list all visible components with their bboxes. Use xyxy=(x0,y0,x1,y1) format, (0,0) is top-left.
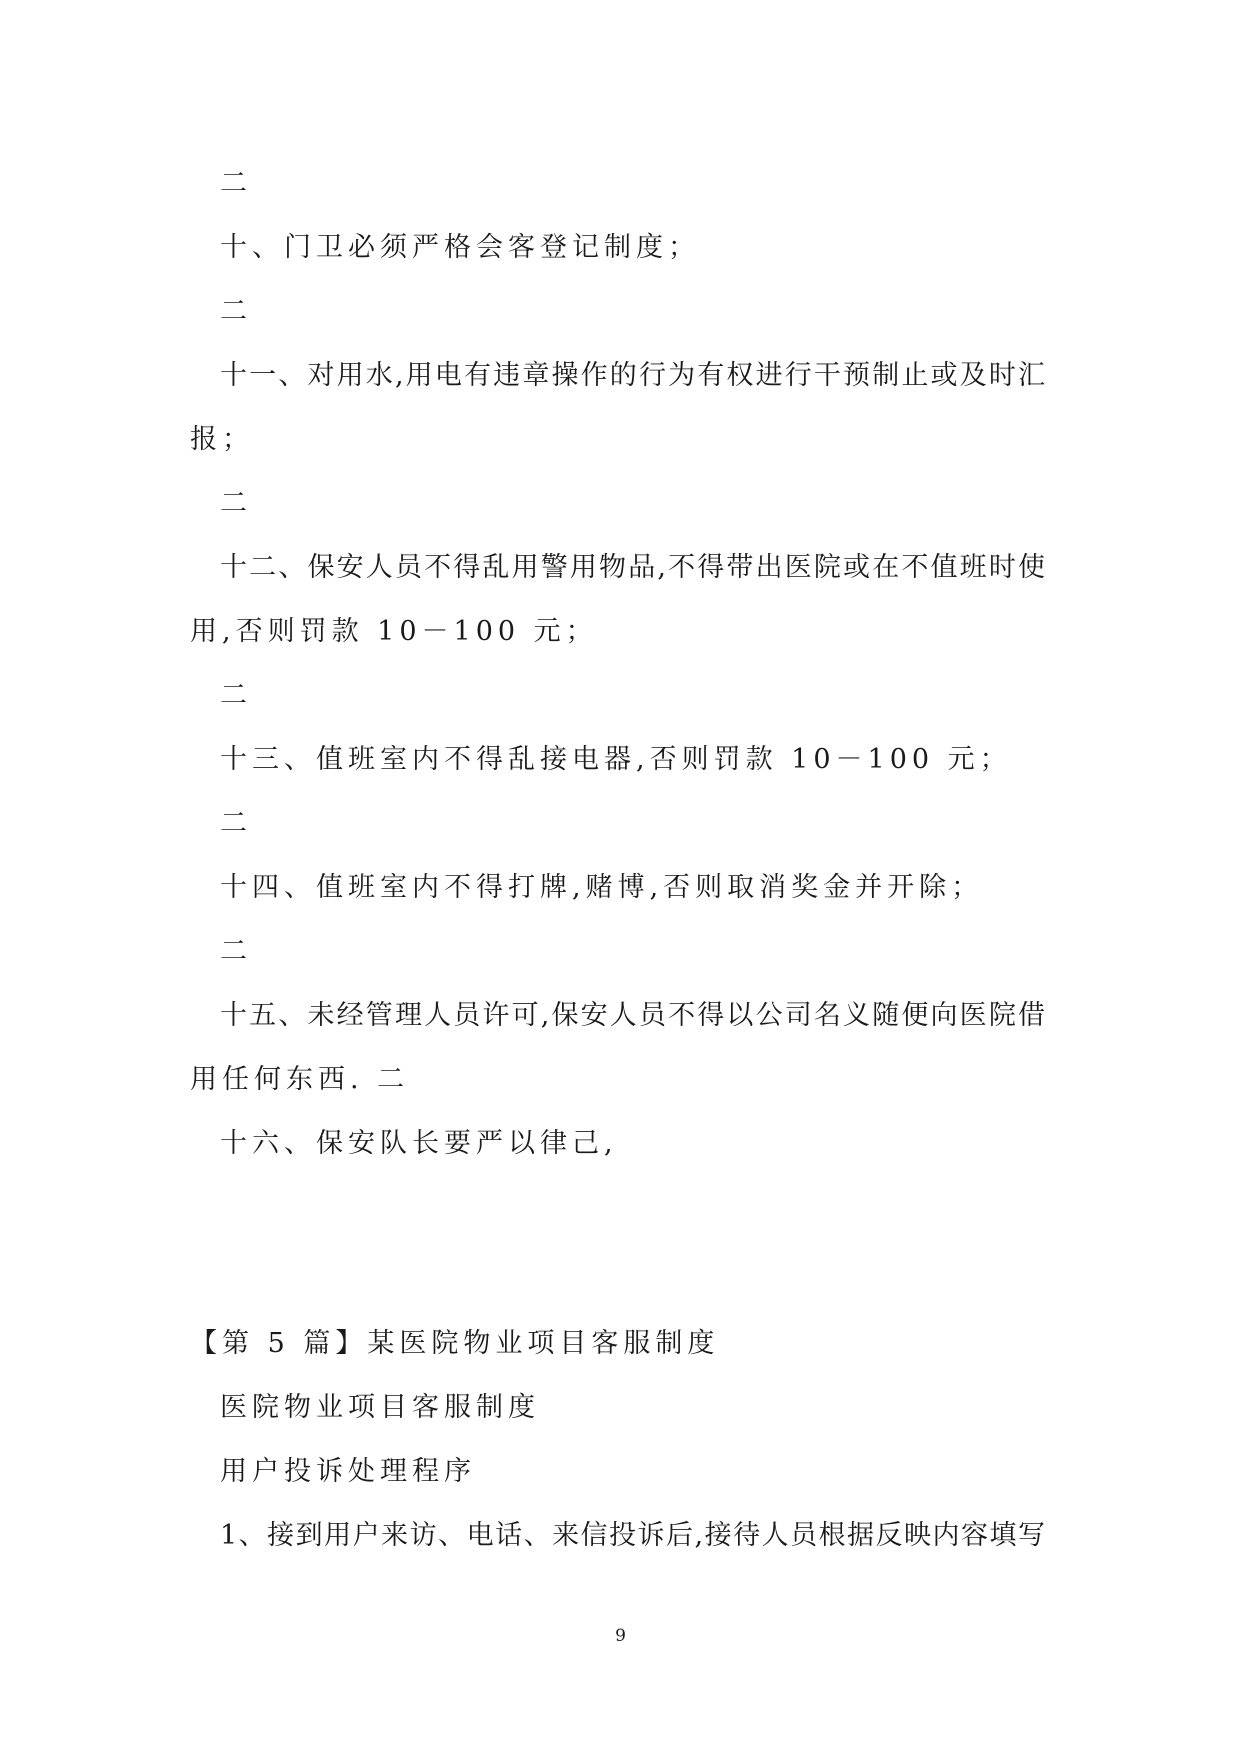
text-line: 二 xyxy=(220,680,252,711)
text-line: 十四、值班室内不得打牌,赌博,否则取消奖金并开除； xyxy=(220,872,984,903)
text-line: 十、门卫必须严格会客登记制度； xyxy=(220,232,700,263)
page-number: 9 xyxy=(615,1626,626,1646)
text-line: 十二、保安人员不得乱用警用物品,不得带出医院或在不值班时使 xyxy=(220,552,1045,583)
text-line: 二 xyxy=(220,936,252,967)
text-line: 十五、未经管理人员许可,保安人员不得以公司名义随便向医院借 xyxy=(220,1000,1045,1031)
text-line: 二 xyxy=(220,808,252,839)
text-line: 十一、对用水,用电有违章操作的行为有权进行干预制止或及时汇 xyxy=(220,360,1045,391)
text-line: 用,否则罚款 10－100 元； xyxy=(190,616,598,647)
text-line: 1、接到用户来访、电话、来信投诉后,接待人员根据反映内容填写 xyxy=(220,1520,1045,1551)
text-line: 用任何东西. 二 xyxy=(190,1064,410,1095)
text-line: 二 xyxy=(220,296,252,327)
text-line: 二 xyxy=(220,168,252,199)
text-line: 十六、保安队长要严以律己, xyxy=(220,1128,618,1159)
subheading: 用户投诉处理程序 xyxy=(220,1456,476,1487)
subheading: 医院物业项目客服制度 xyxy=(220,1392,540,1423)
text-line: 十三、值班室内不得乱接电器,否则罚款 10－100 元； xyxy=(220,744,1012,775)
text-line: 二 xyxy=(220,488,252,519)
section-heading: 【第 5 篇】某医院物业项目客服制度 xyxy=(190,1328,720,1359)
text-line: 报； xyxy=(190,424,254,455)
